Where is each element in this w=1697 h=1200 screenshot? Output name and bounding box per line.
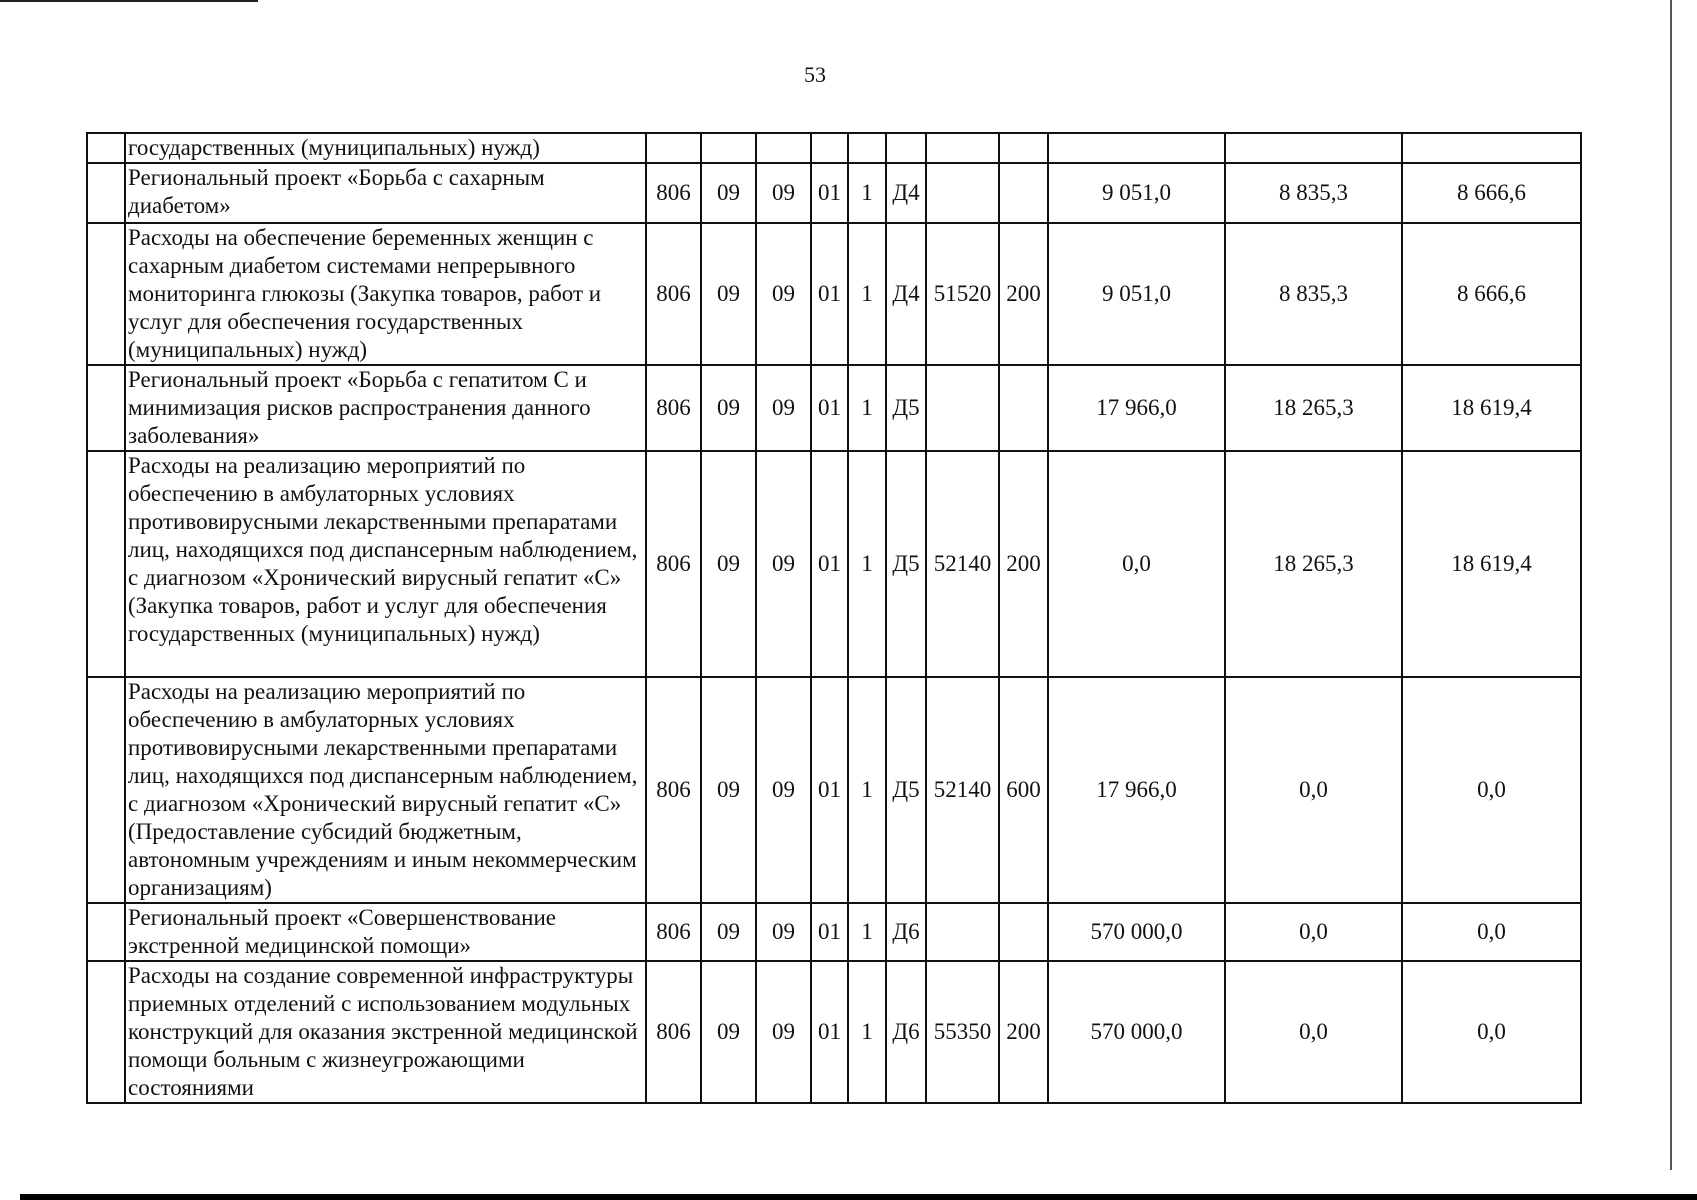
subsection-code <box>756 133 811 163</box>
row-name: Расходы на создание современной инфраструктуры приемных отделений с использованием модульных конструкций для оказания экстренной медицинской помощи больным с жизнеугрожающими состояниями <box>125 961 646 1103</box>
expense-type-code <box>999 133 1048 163</box>
program-code: 01 <box>811 961 848 1103</box>
program-code: 01 <box>811 223 848 365</box>
type-code: 1 <box>848 223 886 365</box>
row-name: Расходы на обеспечение беременных женщин с сахарным диабетом системами непрерывного мониторинга глюкозы (Закупка товаров, работ и услуг для обеспечения государственных (муниципальных) нужд) <box>125 223 646 365</box>
direction-code <box>926 163 999 223</box>
project-code: Д5 <box>886 677 926 903</box>
direction-code <box>926 903 999 961</box>
amount-year-2: 8 835,3 <box>1225 163 1402 223</box>
direction-code <box>926 133 999 163</box>
expense-type-code <box>999 903 1048 961</box>
project-code: Д5 <box>886 365 926 451</box>
amount-year-2: 8 835,3 <box>1225 223 1402 365</box>
subsection-code: 09 <box>756 365 811 451</box>
amount-year-2: 0,0 <box>1225 961 1402 1103</box>
table-row <box>87 961 1581 1103</box>
project-code: Д4 <box>886 223 926 365</box>
top-rule <box>0 0 258 2</box>
section-code: 09 <box>701 451 756 677</box>
amount-year-3: 0,0 <box>1402 677 1581 903</box>
amount-year-2: 0,0 <box>1225 677 1402 903</box>
amount-year-1: 17 966,0 <box>1048 365 1225 451</box>
ministry-code: 806 <box>646 163 701 223</box>
direction-code: 52140 <box>926 451 999 677</box>
direction-code <box>926 365 999 451</box>
type-code <box>848 133 886 163</box>
row-index-cell <box>87 163 125 223</box>
project-code <box>886 133 926 163</box>
ministry-code: 806 <box>646 903 701 961</box>
section-code: 09 <box>701 961 756 1103</box>
amount-year-3: 18 619,4 <box>1402 451 1581 677</box>
ministry-code: 806 <box>646 451 701 677</box>
ministry-code: 806 <box>646 677 701 903</box>
direction-code: 55350 <box>926 961 999 1103</box>
table-row <box>87 903 1581 961</box>
ministry-code: 806 <box>646 961 701 1103</box>
section-code: 09 <box>701 163 756 223</box>
amount-year-1: 17 966,0 <box>1048 677 1225 903</box>
subsection-code: 09 <box>756 163 811 223</box>
expense-type-code <box>999 163 1048 223</box>
program-code: 01 <box>811 677 848 903</box>
row-index-cell <box>87 133 125 163</box>
table-row <box>87 223 1581 365</box>
expense-type-code: 200 <box>999 451 1048 677</box>
subsection-code: 09 <box>756 961 811 1103</box>
row-name: Расходы на реализацию мероприятий по обеспечению в амбулаторных условиях противовирусными лекарственными препаратами лиц, находящихся под диспансерным наблюдением, с диагнозом «Хронический вирусный гепатит «С» (Предоставление субсидий бюджетным, автономным учреждениям и иным некоммерческим организациям) <box>125 677 646 903</box>
type-code: 1 <box>848 961 886 1103</box>
amount-year-1: 9 051,0 <box>1048 163 1225 223</box>
type-code: 1 <box>848 903 886 961</box>
program-code: 01 <box>811 163 848 223</box>
subsection-code: 09 <box>756 903 811 961</box>
amount-year-1: 9 051,0 <box>1048 223 1225 365</box>
row-name: государственных (муниципальных) нужд) <box>125 133 646 163</box>
amount-year-3: 8 666,6 <box>1402 223 1581 365</box>
table-row <box>87 365 1581 451</box>
amount-year-2: 18 265,3 <box>1225 365 1402 451</box>
project-code: Д6 <box>886 903 926 961</box>
expense-type-code <box>999 365 1048 451</box>
ministry-code: 806 <box>646 365 701 451</box>
amount-year-3: 8 666,6 <box>1402 163 1581 223</box>
section-code: 09 <box>701 903 756 961</box>
program-code: 01 <box>811 365 848 451</box>
program-code: 01 <box>811 903 848 961</box>
subsection-code: 09 <box>756 451 811 677</box>
subsection-code: 09 <box>756 223 811 365</box>
section-code: 09 <box>701 365 756 451</box>
amount-year-2: 0,0 <box>1225 903 1402 961</box>
section-code <box>701 133 756 163</box>
row-index-cell <box>87 365 125 451</box>
expense-type-code: 600 <box>999 677 1048 903</box>
ministry-code: 806 <box>646 223 701 365</box>
row-index-cell <box>87 961 125 1103</box>
subsection-code: 09 <box>756 677 811 903</box>
amount-year-2 <box>1225 133 1402 163</box>
direction-code: 51520 <box>926 223 999 365</box>
row-name: Региональный проект «Борьба с сахарным диабетом» <box>125 163 646 223</box>
program-code: 01 <box>811 451 848 677</box>
direction-code: 52140 <box>926 677 999 903</box>
row-index-cell <box>87 677 125 903</box>
budget-table <box>86 132 1582 1104</box>
ministry-code <box>646 133 701 163</box>
program-code <box>811 133 848 163</box>
section-code: 09 <box>701 677 756 903</box>
row-name: Расходы на реализацию мероприятий по обеспечению в амбулаторных условиях противовирусными лекарственными препаратами лиц, находящихся под диспансерным наблюдением, с диагнозом «Хронический вирусный гепатит «С» (Закупка товаров, работ и услуг для обеспечения государственных (муниципальных) нужд) <box>125 451 646 677</box>
amount-year-1: 570 000,0 <box>1048 961 1225 1103</box>
amount-year-3 <box>1402 133 1581 163</box>
row-index-cell <box>87 903 125 961</box>
row-index-cell <box>87 451 125 677</box>
row-name: Региональный проект «Борьба с гепатитом С и минимизация рисков распространения данного заболевания» <box>125 365 646 451</box>
right-edge-rule <box>1670 0 1672 1170</box>
table-row <box>87 133 1581 163</box>
expense-type-code: 200 <box>999 223 1048 365</box>
amount-year-2: 18 265,3 <box>1225 451 1402 677</box>
amount-year-3: 0,0 <box>1402 903 1581 961</box>
type-code: 1 <box>848 365 886 451</box>
type-code: 1 <box>848 677 886 903</box>
amount-year-3: 0,0 <box>1402 961 1581 1103</box>
type-code: 1 <box>848 451 886 677</box>
table-row <box>87 677 1581 903</box>
project-code: Д5 <box>886 451 926 677</box>
table-row <box>87 163 1581 223</box>
project-code: Д4 <box>886 163 926 223</box>
amount-year-1: 570 000,0 <box>1048 903 1225 961</box>
expense-type-code: 200 <box>999 961 1048 1103</box>
page-number: 53 <box>804 62 826 87</box>
amount-year-1: 0,0 <box>1048 451 1225 677</box>
type-code: 1 <box>848 163 886 223</box>
row-name: Региональный проект «Совершенствование экстренной медицинской помощи» <box>125 903 646 961</box>
project-code: Д6 <box>886 961 926 1103</box>
bottom-edge-bar <box>20 1194 1697 1200</box>
row-index-cell <box>87 223 125 365</box>
amount-year-1 <box>1048 133 1225 163</box>
section-code: 09 <box>701 223 756 365</box>
table-row <box>87 451 1581 677</box>
amount-year-3: 18 619,4 <box>1402 365 1581 451</box>
